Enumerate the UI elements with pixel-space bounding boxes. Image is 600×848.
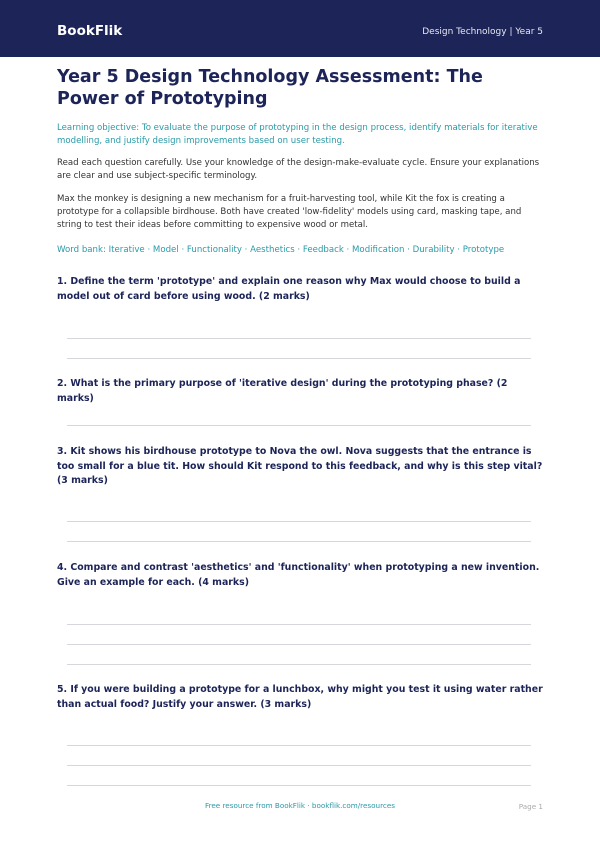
subject-label: Design Technology | Year 5 [422, 27, 543, 37]
page-title: Year 5 Design Technology Assessment: The Power of Prototyping [57, 67, 483, 109]
footer-source-link[interactable]: Free resource from BookFlik · bookflik.com/resources [204, 801, 396, 810]
instructions: Read each question carefully. Use your knowledge of the design-make-evaluate cycle. Ensure your explanations are clear and use subject-specific terminology. [57, 158, 540, 181]
question-3: 3. Kit shows his birdhouse prototype to Nova the owl. Nova suggests that the entrance is too small for a blue tit. How should Kit respond to this feedback, and why is this step vital? (3 marks) [57, 446, 543, 486]
answer-line[interactable] [67, 765, 531, 766]
header-bar [0, 0, 600, 57]
answer-line[interactable] [67, 624, 531, 625]
answer-line[interactable] [67, 644, 531, 645]
page-number: Page 1 [518, 802, 543, 811]
question-2: 2. What is the primary purpose of 'iterative design' during the prototyping phase? (2 marks) [57, 378, 508, 404]
answer-line[interactable] [67, 358, 531, 359]
learning-objective: Learning objective: To evaluate the purpose of prototyping in the design process, identify materials for iterative modelling, and justify design improvements based on user testing. [57, 123, 538, 146]
question-5: 5. If you were building a prototype for a lunchbox, why might you test it using water rather than actual food? Justify your answer. (3 marks) [57, 684, 543, 710]
answer-line[interactable] [67, 425, 531, 426]
answer-line[interactable] [67, 664, 531, 665]
answer-line[interactable] [67, 338, 531, 339]
word-bank: Word bank: Iterative · Model · Functionality · Aesthetics · Feedback · Modification · Durability · Prototype [57, 245, 505, 255]
answer-line[interactable] [67, 541, 531, 542]
answer-line[interactable] [67, 521, 531, 522]
answer-line[interactable] [67, 745, 531, 746]
answer-line[interactable] [67, 785, 531, 786]
question-4: 4. Compare and contrast 'aesthetics' and 'functionality' when prototyping a new invention. Give an example for each. (4 marks) [57, 562, 540, 588]
brand-logo[interactable]: BookFlik [57, 23, 123, 39]
question-1: 1. Define the term 'prototype' and explain one reason why Max would choose to build a model out of card before using wood. (2 marks) [57, 276, 521, 302]
scenario-text: Max the monkey is designing a new mechanism for a fruit-harvesting tool, while Kit the fox is creating a prototype for a collapsible birdhouse. Both have created 'low-fidelity' models using card, masking tape, and string to test their ideas before committing to expensive wood or metal. [57, 194, 522, 230]
